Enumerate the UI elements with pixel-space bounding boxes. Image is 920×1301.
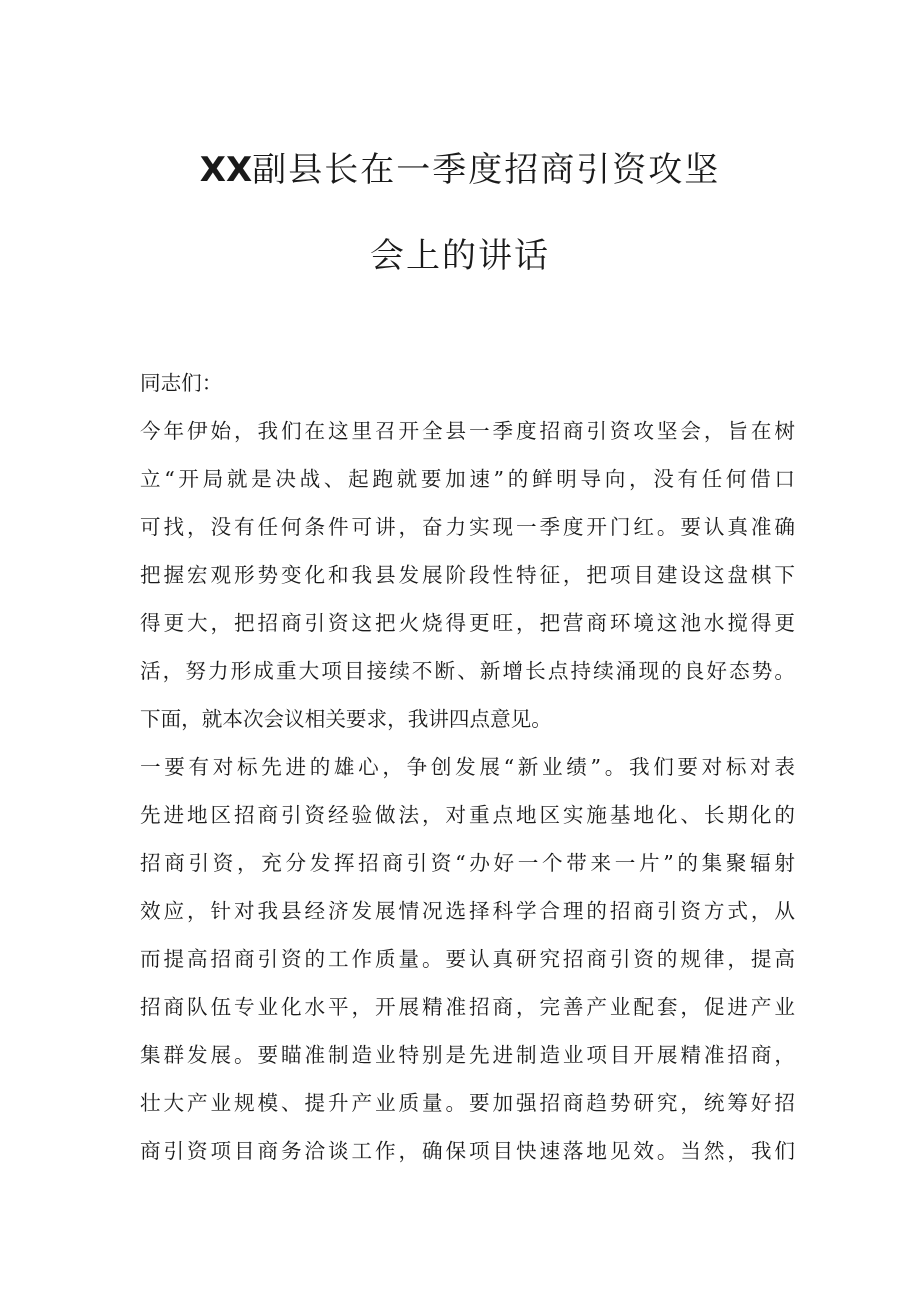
document-title-line-2: 会上的讲话 [370, 236, 550, 276]
text-line: 招商队伍专业化水平，开展精准招商，完善产业配套，促进产业 [140, 995, 795, 1019]
text-line: 一要有对标先进的雄心，争创发展“新业绩”。我们要对标对表 [140, 755, 795, 779]
text-line: 商引资项目商务洽谈工作，确保项目快速落地见效。当然，我们 [140, 1139, 795, 1163]
text-line: 而提高招商引资的工作质量。要认真研究招商引资的规律，提高 [140, 947, 795, 971]
document-title-line-1 [0, 150, 920, 190]
text-line: 可找，没有任何条件可讲，奋力实现一季度开门红。要认真准确 [140, 515, 795, 539]
text-line: 今年伊始，我们在这里召开全县一季度招商引资攻坚会，旨在树 [140, 419, 795, 443]
title-prefix: XX [199, 150, 253, 190]
text-line: 先进地区招商引资经验做法，对重点地区实施基地化、长期化的 [140, 803, 795, 827]
text-line: 壮大产业规模、提升产业质量。要加强招商趋势研究，统筹好招 [140, 1091, 795, 1115]
text-line: 把握宏观形势变化和我县发展阶段性特征，把项目建设这盘棋下 [140, 563, 795, 587]
text-line: 集群发展。要瞄准制造业特别是先进制造业项目开展精准招商， [140, 1043, 795, 1067]
title-line-1-text: 副县长在一季度招商引资攻坚 [252, 150, 721, 190]
text-line: 招商引资，充分发挥招商引资“办好一个带来一片”的集聚辐射 [140, 851, 795, 875]
text-line: 效应，针对我县经济发展情况选择科学合理的招商引资方式，从 [140, 899, 795, 923]
text-line: 立“开局就是决战、起跑就要加速”的鲜明导向，没有任何借口 [140, 467, 795, 491]
document-body [140, 359, 795, 1175]
text-line: 活，努力形成重大项目接续不断、新增长点持续涌现的良好态势。 [140, 659, 795, 683]
text-line: 得更大，把招商引资这把火烧得更旺，把营商环境这池水搅得更 [140, 611, 795, 635]
text-line: 下面，就本次会议相关要求，我讲四点意见。 [140, 707, 552, 731]
text-line: 同志们： [140, 371, 223, 395]
